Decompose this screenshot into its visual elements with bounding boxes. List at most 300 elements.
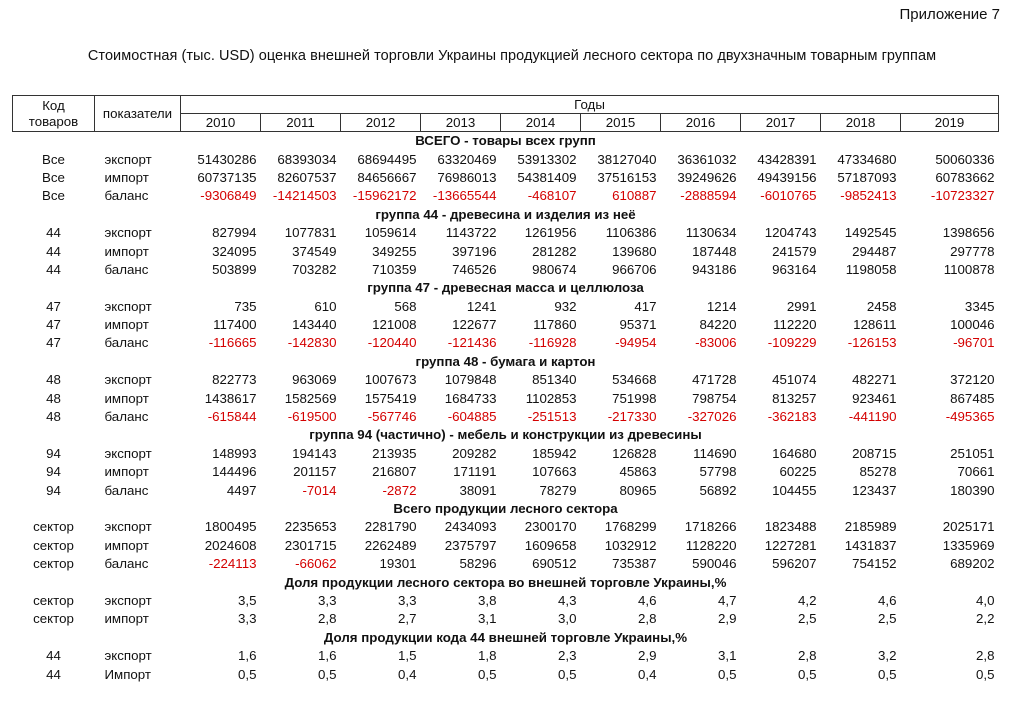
- value-cell: 38127040: [597, 151, 657, 167]
- value-cell: 966706: [612, 261, 657, 277]
- value-cell: -615844: [207, 409, 257, 425]
- header-year: 2014: [501, 114, 581, 132]
- value-cell: 2,3: [558, 648, 577, 664]
- row-indicator: баланс: [104, 409, 149, 425]
- value-cell: 201157: [293, 464, 337, 480]
- value-cell: 1130634: [685, 225, 737, 241]
- value-cell: 107663: [532, 464, 577, 480]
- value-cell: 735387: [612, 556, 657, 572]
- table-row: [13, 150, 999, 168]
- value-cell: 1800495: [204, 519, 257, 535]
- header-year: 2016: [661, 114, 741, 132]
- value-cell: 1768299: [604, 519, 657, 535]
- value-cell: 43428391: [757, 151, 817, 167]
- value-cell: 60225: [779, 464, 817, 480]
- value-cell: 56892: [699, 482, 737, 498]
- table-row: [13, 316, 999, 334]
- value-cell: -9852413: [840, 188, 897, 204]
- value-cell: 324095: [212, 243, 257, 259]
- value-cell: 503899: [212, 261, 257, 277]
- row-code: сектор: [33, 519, 74, 535]
- table-row: [13, 481, 999, 499]
- row-code: сектор: [33, 592, 74, 608]
- value-cell: 78279: [539, 482, 577, 498]
- table-row: [13, 371, 999, 389]
- header-row-years: [13, 96, 999, 114]
- value-cell: 3,2: [878, 648, 897, 664]
- table-row: [13, 298, 999, 316]
- value-cell: 100046: [950, 317, 995, 333]
- value-cell: 2,2: [976, 611, 995, 627]
- table-row: [13, 224, 999, 242]
- value-cell: 851340: [532, 372, 577, 388]
- row-code: Все: [42, 169, 65, 185]
- value-cell: 0,5: [478, 666, 497, 682]
- row-code: 44: [46, 225, 61, 241]
- value-cell: 57187093: [837, 169, 897, 185]
- row-indicator: импорт: [104, 390, 149, 406]
- value-cell: 827994: [212, 225, 257, 241]
- value-cell: 4,2: [798, 592, 817, 608]
- value-cell: -96701: [953, 335, 995, 351]
- value-cell: 1261956: [524, 225, 577, 241]
- value-cell: 1684733: [444, 390, 497, 406]
- value-cell: 2,8: [798, 648, 817, 664]
- value-cell: 45863: [619, 464, 657, 480]
- value-cell: -468107: [527, 188, 577, 204]
- value-cell: -13665544: [432, 188, 497, 204]
- header-year: 2012: [341, 114, 421, 132]
- value-cell: 397196: [452, 243, 497, 259]
- value-cell: -2872: [382, 482, 417, 498]
- value-cell: 128611: [853, 317, 897, 333]
- table-row: [13, 242, 999, 260]
- value-cell: -495365: [945, 409, 995, 425]
- value-cell: -14214503: [272, 188, 337, 204]
- value-cell: 349255: [372, 243, 417, 259]
- value-cell: 417: [634, 298, 657, 314]
- value-cell: 85278: [859, 464, 897, 480]
- value-cell: 241579: [772, 243, 817, 259]
- value-cell: 690512: [532, 556, 577, 572]
- row-code: 94: [46, 445, 61, 461]
- row-code: сектор: [33, 537, 74, 553]
- row-indicator: Импорт: [104, 666, 151, 682]
- value-cell: 372120: [950, 372, 995, 388]
- value-cell: 1007673: [364, 372, 417, 388]
- row-code: 48: [46, 390, 61, 406]
- section-header-row: [13, 426, 999, 444]
- value-cell: 703282: [292, 261, 337, 277]
- value-cell: 80965: [619, 482, 657, 498]
- value-cell: 822773: [212, 372, 257, 388]
- value-cell: 2,9: [638, 648, 657, 664]
- section-header-row: [13, 629, 999, 647]
- value-cell: 1106386: [605, 225, 657, 241]
- value-cell: 932: [554, 298, 577, 314]
- value-cell: 1059614: [364, 225, 417, 241]
- value-cell: 963164: [772, 261, 817, 277]
- value-cell: 60737135: [197, 169, 257, 185]
- value-cell: -83006: [695, 335, 737, 351]
- table-row: [13, 537, 999, 555]
- value-cell: 3,0: [558, 611, 577, 627]
- value-cell: 1,6: [318, 648, 337, 664]
- value-cell: 3,3: [398, 592, 417, 608]
- row-code: Все: [42, 151, 65, 167]
- table-row: [13, 389, 999, 407]
- value-cell: 2,8: [318, 611, 337, 627]
- value-cell: 213935: [372, 445, 417, 461]
- value-cell: 38091: [459, 482, 497, 498]
- value-cell: 735: [234, 298, 257, 314]
- value-cell: -251513: [527, 409, 577, 425]
- value-cell: 39249626: [677, 169, 737, 185]
- row-indicator: баланс: [104, 556, 149, 572]
- value-cell: 0,4: [398, 666, 417, 682]
- value-cell: 2,8: [638, 611, 657, 627]
- value-cell: 58296: [459, 556, 497, 572]
- value-cell: 2301715: [284, 537, 337, 553]
- value-cell: -126153: [847, 335, 897, 351]
- section-title: группа 47 - древесная масса и целлюлоза: [367, 280, 644, 296]
- row-indicator: баланс: [104, 482, 149, 498]
- value-cell: 0,4: [638, 666, 657, 682]
- value-cell: 2,5: [798, 611, 817, 627]
- value-cell: -224113: [208, 556, 257, 572]
- value-cell: 3,8: [478, 592, 497, 608]
- value-cell: 209282: [452, 445, 497, 461]
- header-year: 2011: [261, 114, 341, 132]
- value-cell: -10723327: [930, 188, 995, 204]
- row-code: 94: [46, 482, 61, 498]
- value-cell: 534668: [612, 372, 657, 388]
- value-cell: 4,7: [718, 592, 737, 608]
- row-indicator: баланс: [104, 335, 149, 351]
- value-cell: -619500: [287, 409, 337, 425]
- section-header-row: [13, 573, 999, 591]
- value-cell: 0,5: [878, 666, 897, 682]
- table-row: [13, 665, 999, 683]
- value-cell: 710359: [372, 261, 417, 277]
- header-year: 2015: [581, 114, 661, 132]
- value-cell: 3,1: [478, 611, 497, 627]
- value-cell: 194143: [292, 445, 337, 461]
- value-cell: 610887: [612, 188, 657, 204]
- value-cell: 51430286: [197, 151, 257, 167]
- value-cell: 1032912: [604, 537, 657, 553]
- value-cell: 451074: [772, 372, 817, 388]
- value-cell: 0,5: [318, 666, 337, 682]
- row-indicator: баланс: [104, 261, 149, 277]
- value-cell: 1100878: [943, 261, 995, 277]
- value-cell: 1128220: [685, 537, 737, 553]
- appendix-label: Приложение 7: [899, 6, 1000, 23]
- value-cell: -567746: [367, 409, 417, 425]
- value-cell: 1492545: [844, 225, 897, 241]
- row-indicator: экспорт: [104, 648, 152, 664]
- value-cell: 187448: [692, 243, 737, 259]
- row-indicator: импорт: [104, 611, 149, 627]
- value-cell: 3,1: [718, 648, 737, 664]
- row-code: 94: [46, 464, 61, 480]
- value-cell: 0,5: [798, 666, 817, 682]
- row-code: 44: [46, 648, 61, 664]
- value-cell: 123437: [852, 482, 897, 498]
- value-cell: 60783662: [935, 169, 995, 185]
- value-cell: 746526: [452, 261, 497, 277]
- row-indicator: экспорт: [104, 151, 152, 167]
- value-cell: 1077831: [284, 225, 337, 241]
- value-cell: 3345: [964, 298, 995, 314]
- value-cell: 139680: [612, 243, 657, 259]
- header-code: [13, 96, 95, 132]
- value-cell: 104455: [772, 482, 817, 498]
- value-cell: 164680: [772, 445, 817, 461]
- value-cell: 813257: [772, 390, 817, 406]
- row-code: 47: [46, 298, 61, 314]
- value-cell: -362183: [767, 409, 817, 425]
- value-cell: 117860: [533, 317, 577, 333]
- value-cell: 1609658: [524, 537, 577, 553]
- value-cell: 1438617: [204, 390, 257, 406]
- header-year: 2019: [901, 114, 999, 132]
- value-cell: 4,6: [878, 592, 897, 608]
- table-row: [13, 334, 999, 352]
- row-indicator: баланс: [104, 188, 149, 204]
- value-cell: -15962172: [352, 188, 417, 204]
- section-title: группа 44 - древесина и изделия из неё: [375, 206, 636, 222]
- value-cell: 2458: [866, 298, 897, 314]
- row-code: 47: [46, 317, 61, 333]
- value-cell: 49439156: [757, 169, 817, 185]
- row-code: 44: [46, 261, 61, 277]
- value-cell: 54381409: [517, 169, 577, 185]
- row-indicator: импорт: [104, 169, 149, 185]
- value-cell: 1431837: [844, 537, 897, 553]
- header-years-label: Годы: [181, 96, 999, 114]
- value-cell: 47334680: [837, 151, 897, 167]
- value-cell: 1102853: [525, 390, 577, 406]
- row-code: Все: [42, 188, 65, 204]
- value-cell: 121008: [372, 317, 417, 333]
- value-cell: 923461: [852, 390, 897, 406]
- value-cell: 3,5: [238, 592, 257, 608]
- header-code-label: Код товаров: [28, 97, 79, 129]
- section-header-row: [13, 500, 999, 518]
- header-year: 2018: [821, 114, 901, 132]
- row-code: сектор: [33, 556, 74, 572]
- header-year: 2017: [741, 114, 821, 132]
- row-code: 48: [46, 409, 61, 425]
- value-cell: 251051: [950, 445, 995, 461]
- value-cell: 568: [394, 298, 417, 314]
- value-cell: 1,5: [398, 648, 417, 664]
- value-cell: 4,3: [558, 592, 577, 608]
- value-cell: 144496: [212, 464, 257, 480]
- value-cell: 126828: [612, 445, 657, 461]
- value-cell: 216807: [372, 464, 417, 480]
- section-header-row: [13, 206, 999, 224]
- value-cell: 68393034: [277, 151, 337, 167]
- value-cell: 2281790: [364, 519, 417, 535]
- value-cell: 281282: [532, 243, 577, 259]
- value-cell: 590046: [692, 556, 737, 572]
- table-row: [13, 445, 999, 463]
- value-cell: 1143722: [445, 225, 497, 241]
- header-indicators: показатели: [95, 96, 181, 132]
- row-code: 48: [46, 372, 61, 388]
- value-cell: 2024608: [204, 537, 257, 553]
- value-cell: 1718266: [684, 519, 737, 535]
- value-cell: 471728: [692, 372, 737, 388]
- value-cell: -9306849: [200, 188, 257, 204]
- value-cell: 53913302: [517, 151, 577, 167]
- section-title: Доля продукции лесного сектора во внешней торговле Украины,%: [284, 574, 727, 590]
- value-cell: 0,5: [238, 666, 257, 682]
- row-code: 44: [46, 666, 61, 682]
- value-cell: 82607537: [277, 169, 337, 185]
- value-cell: 1823488: [764, 519, 817, 535]
- table-row: [13, 647, 999, 665]
- value-cell: 84220: [699, 317, 737, 333]
- row-indicator: импорт: [104, 317, 149, 333]
- section-header-row: [13, 132, 999, 151]
- value-cell: 294487: [852, 243, 897, 259]
- row-indicator: экспорт: [104, 519, 152, 535]
- value-cell: 185942: [532, 445, 577, 461]
- value-cell: 2300170: [524, 519, 577, 535]
- value-cell: 867485: [950, 390, 995, 406]
- value-cell: 37516153: [597, 169, 657, 185]
- value-cell: -441190: [848, 409, 897, 425]
- section-title: группа 48 - бумага и картон: [415, 353, 596, 369]
- value-cell: -120440: [367, 335, 417, 351]
- value-cell: 50060336: [935, 151, 995, 167]
- value-cell: 1198058: [845, 261, 897, 277]
- value-cell: -109229: [767, 335, 817, 351]
- value-cell: -66062: [295, 556, 337, 572]
- value-cell: -327026: [687, 409, 737, 425]
- value-cell: 1,6: [238, 648, 257, 664]
- value-cell: 0,5: [976, 666, 995, 682]
- table-row: [13, 518, 999, 536]
- value-cell: 2262489: [364, 537, 417, 553]
- value-cell: 76986013: [437, 169, 497, 185]
- value-cell: 1582569: [284, 390, 337, 406]
- value-cell: 980674: [532, 261, 577, 277]
- value-cell: 0,5: [558, 666, 577, 682]
- section-header-row: [13, 353, 999, 371]
- value-cell: -142830: [287, 335, 337, 351]
- table-row: [13, 187, 999, 205]
- value-cell: 70661: [957, 464, 995, 480]
- value-cell: 2991: [786, 298, 817, 314]
- value-cell: 180390: [950, 482, 995, 498]
- value-cell: 2025171: [942, 519, 995, 535]
- row-indicator: импорт: [104, 464, 149, 480]
- value-cell: 95371: [619, 317, 657, 333]
- value-cell: 117400: [213, 317, 257, 333]
- value-cell: 2235653: [284, 519, 337, 535]
- table-row: [13, 463, 999, 481]
- value-cell: 63320469: [437, 151, 497, 167]
- value-cell: -217330: [607, 409, 657, 425]
- value-cell: 963069: [292, 372, 337, 388]
- table-row: [13, 261, 999, 279]
- row-indicator: экспорт: [104, 225, 152, 241]
- row-indicator: импорт: [104, 243, 149, 259]
- row-code: сектор: [33, 611, 74, 627]
- value-cell: 2,7: [398, 611, 417, 627]
- section-header-row: [13, 279, 999, 297]
- value-cell: -94954: [615, 335, 657, 351]
- value-cell: -7014: [302, 482, 337, 498]
- value-cell: 1398656: [942, 225, 995, 241]
- section-title: Всего продукции лесного сектора: [393, 501, 618, 516]
- value-cell: -121436: [447, 335, 497, 351]
- value-cell: 1227281: [764, 537, 817, 553]
- header-year: 2010: [181, 114, 261, 132]
- table-row: [13, 169, 999, 187]
- value-cell: 4,6: [638, 592, 657, 608]
- value-cell: 943186: [692, 261, 737, 277]
- value-cell: 57798: [699, 464, 737, 480]
- value-cell: 2185989: [844, 519, 897, 535]
- value-cell: 68694495: [357, 151, 417, 167]
- value-cell: 122677: [452, 317, 497, 333]
- value-cell: 4497: [226, 482, 257, 498]
- value-cell: 2,9: [718, 611, 737, 627]
- table-row: [13, 408, 999, 426]
- value-cell: 2375797: [444, 537, 497, 553]
- row-code: 47: [46, 335, 61, 351]
- value-cell: 1241: [466, 298, 497, 314]
- value-cell: 148993: [212, 445, 257, 461]
- value-cell: 751998: [612, 390, 657, 406]
- value-cell: 171191: [453, 464, 497, 480]
- value-cell: 1204743: [764, 225, 817, 241]
- value-cell: 84656667: [357, 169, 417, 185]
- value-cell: 19301: [379, 556, 417, 572]
- value-cell: -2888594: [680, 188, 737, 204]
- row-indicator: экспорт: [104, 298, 152, 314]
- value-cell: 610: [314, 298, 337, 314]
- table-row: [13, 592, 999, 610]
- value-cell: -116665: [208, 335, 257, 351]
- value-cell: 2434093: [444, 519, 497, 535]
- value-cell: -6010765: [760, 188, 817, 204]
- value-cell: 1,8: [478, 648, 497, 664]
- table-row: [13, 610, 999, 628]
- value-cell: 482271: [852, 372, 897, 388]
- value-cell: 36361032: [677, 151, 737, 167]
- section-title: Доля продукции кода 44 внешней торговле Украины,%: [323, 629, 688, 645]
- row-indicator: экспорт: [104, 445, 152, 461]
- section-title: группа 94 (частично) - мебель и конструкции из древесины: [309, 427, 702, 443]
- value-cell: 1575419: [364, 390, 417, 406]
- value-cell: 4,0: [976, 592, 995, 608]
- value-cell: 798754: [692, 390, 737, 406]
- value-cell: 1079848: [444, 372, 497, 388]
- value-cell: -116928: [528, 335, 577, 351]
- value-cell: 1335969: [942, 537, 995, 553]
- value-cell: 143440: [292, 317, 337, 333]
- value-cell: 112220: [773, 317, 817, 333]
- row-code: 44: [46, 243, 61, 259]
- row-indicator: экспорт: [104, 592, 152, 608]
- value-cell: 2,5: [878, 611, 897, 627]
